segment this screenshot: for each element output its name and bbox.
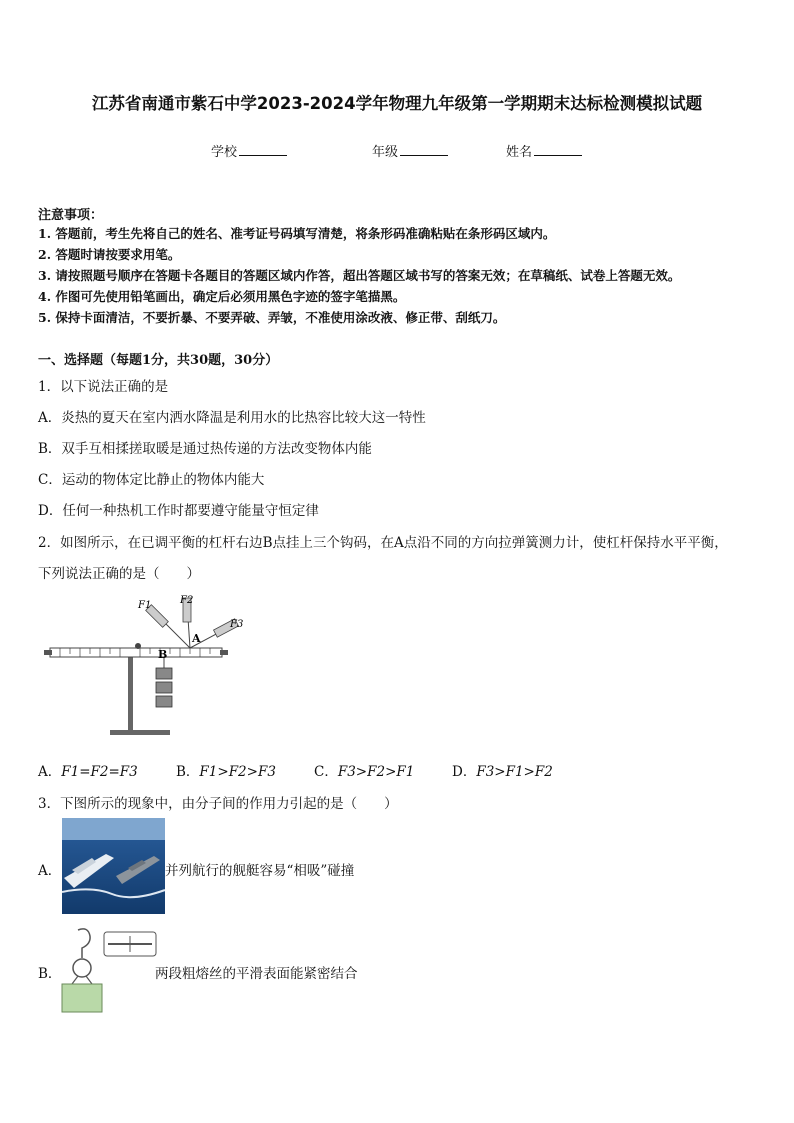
q2-option-d-prefix: D． bbox=[452, 764, 477, 780]
name-blank bbox=[534, 143, 582, 156]
name-field bbox=[506, 141, 582, 160]
weight bbox=[156, 668, 172, 679]
grade-blank bbox=[400, 143, 448, 156]
f3-label: F3 bbox=[230, 619, 244, 630]
q2-stem-line1: 2．如图所示，在已调平衡的杠杆右边B点挂上三个钩码，在A点沿不同的方向拉弹簧测力计，使杠杆保持水平平衡， bbox=[38, 535, 728, 551]
page-title: 江苏省南通市紫石中学2023-2024学年物理九年级第一学期期末达标检测模拟试题 bbox=[91, 94, 703, 113]
weight bbox=[156, 696, 172, 707]
lever-end-knob bbox=[44, 650, 52, 655]
q3-option-a-text: 并列航行的舰艇容易“相吸”碰撞 bbox=[165, 863, 355, 879]
q2-option-c-text: F3>F2>F1 bbox=[337, 764, 415, 780]
q3-option-a-prefix: A． bbox=[38, 863, 62, 879]
weight bbox=[156, 682, 172, 693]
note-item: 1. 答题前，考生先将自己的姓名、准考证号码填写清楚，将条形码准确粘贴在条形码区域内。 bbox=[38, 226, 556, 241]
fuse-wire-figure bbox=[58, 924, 158, 1016]
f1-label: F1 bbox=[138, 600, 152, 611]
note-item: 5. 保持卡面清洁，不要折暴、不要弄破、弄皱，不准使用涂改液、修正带、刮纸刀。 bbox=[38, 310, 506, 325]
note-item: 2. 答题时请按要求用笔。 bbox=[38, 247, 181, 262]
lever-end-knob bbox=[220, 650, 228, 655]
note-item: 3. 请按照题号顺序在答题卡各题目的答题区域内作答，超出答题区域书写的答案无效；在草稿纸、试卷上答题无效。 bbox=[38, 268, 681, 283]
ships-photo bbox=[62, 818, 165, 914]
f2-label: F2 bbox=[180, 595, 194, 606]
lever-figure bbox=[40, 590, 255, 750]
q1-stem: 1．以下说法正确的是 bbox=[38, 379, 169, 395]
q1-option-b: B．双手互相揉搓取暖是通过热传递的方法改变物体内能 bbox=[38, 441, 372, 457]
q2-option-a-prefix: A． bbox=[38, 764, 62, 780]
lever-pivot bbox=[135, 643, 141, 649]
q2-option-d bbox=[452, 760, 553, 780]
section-heading: 一、选择题（每题1分，共30题，30分） bbox=[38, 353, 279, 368]
grade-label: 年级 bbox=[372, 145, 399, 160]
lever-base bbox=[110, 730, 170, 735]
q2-option-d-text: F3>F1>F2 bbox=[476, 764, 553, 780]
q2-option-b-prefix: B． bbox=[176, 764, 200, 780]
notes-heading: 注意事项： bbox=[38, 208, 104, 223]
q3-option-b-prefix: B． bbox=[38, 966, 62, 982]
q2-option-c bbox=[314, 760, 414, 780]
q2-stem-line2: 下列说法正确的是（ ） bbox=[38, 566, 200, 582]
lever-bar bbox=[50, 648, 222, 657]
q1-option-a: A．炎热的夏天在室内洒水降温是利用水的比热容比较大这一特性 bbox=[38, 410, 426, 426]
note-item: 4. 作图可先使用铅笔画出，确定后必须用黑色字迹的签字笔描黑。 bbox=[38, 289, 406, 304]
school-field bbox=[211, 141, 287, 160]
weight-block bbox=[62, 984, 102, 1012]
hook-icon bbox=[78, 929, 90, 958]
q2-option-c-prefix: C． bbox=[314, 764, 338, 780]
q2-option-b-text: F1>F2>F3 bbox=[199, 764, 276, 780]
q3-option-b-text: 两段粗熔丝的平滑表面能紧密结合 bbox=[155, 966, 358, 982]
q3-stem: 3．下图所示的现象中，由分子间的作用力引起的是（ ） bbox=[38, 796, 398, 812]
q2-option-a-text: F1=F2=F3 bbox=[61, 764, 138, 780]
school-label: 学校 bbox=[211, 145, 238, 160]
q1-option-d: D．任何一种热机工作时都要遵守能量守恒定律 bbox=[38, 503, 319, 519]
q2-option-a bbox=[38, 760, 138, 780]
school-blank bbox=[239, 143, 287, 156]
lever-stand bbox=[128, 656, 133, 732]
name-label: 姓名 bbox=[506, 145, 533, 160]
grade-field bbox=[372, 141, 448, 160]
point-a-label: A bbox=[192, 632, 201, 645]
q2-option-b bbox=[176, 760, 276, 780]
q1-option-c: C．运动的物体定比静止的物体内能大 bbox=[38, 472, 265, 488]
point-b-label: B bbox=[158, 648, 168, 661]
